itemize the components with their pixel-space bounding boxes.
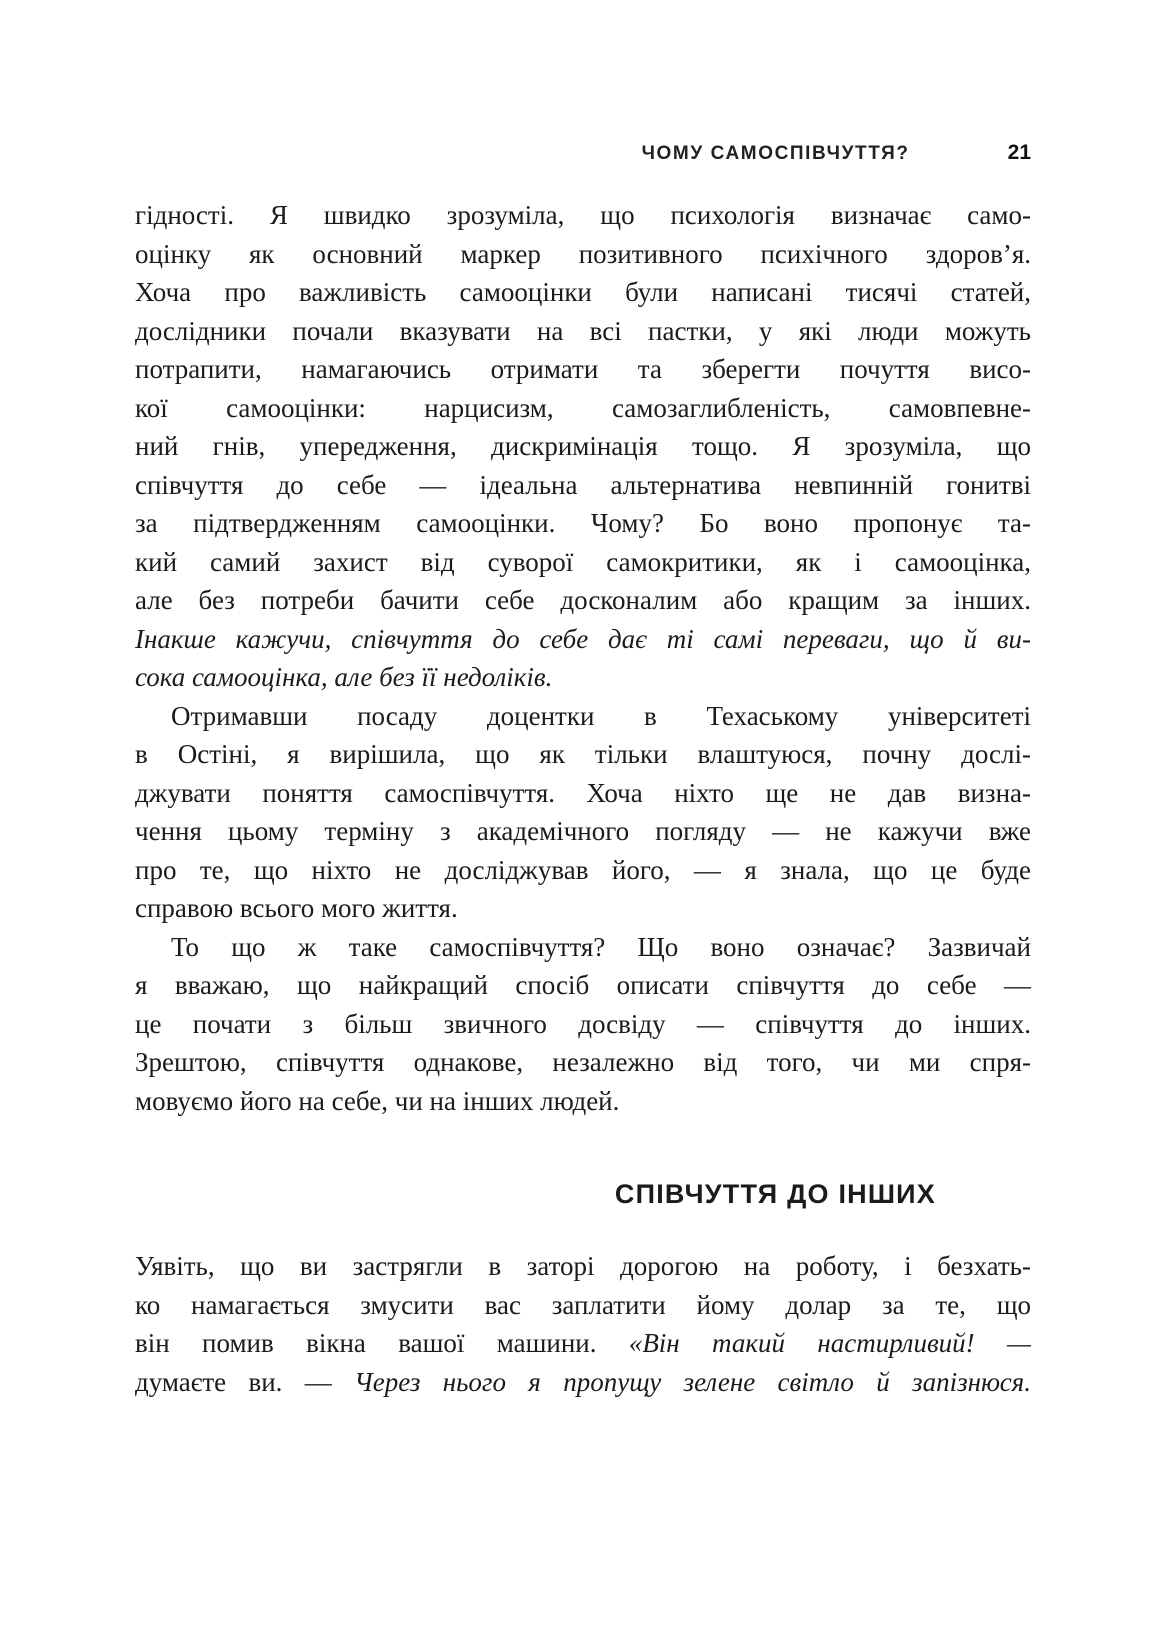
text-line — [135, 389, 1031, 428]
text-run: ний гнів, упередження, дискримінація тощо. Я зрозуміла, що — [135, 431, 1031, 461]
italic-text-run: Інакше кажучи, співчуття до себе дає ті самі переваги, що й ви- — [135, 623, 1031, 654]
text-line — [135, 235, 1031, 274]
text-line — [135, 774, 1031, 813]
text-line — [135, 735, 1031, 774]
text-run: Уявіть, що ви застрягли в заторі дорогою на роботу, і безхать- — [135, 1251, 1031, 1281]
running-title: ЧОМУ САМОСПІВЧУТТЯ? — [641, 143, 910, 164]
text-line — [135, 466, 1031, 505]
text-run: оцінку як основний маркер позитивного психічного здоров’я. — [135, 238, 1031, 269]
text-line — [135, 581, 1031, 620]
text-run: джувати поняття самоспівчуття. Хоча ніхто ще не дав визна- — [135, 777, 1031, 808]
text-line — [135, 427, 1031, 466]
text-run: чення цьому терміну з академічного погляду — не кажучи вже — [135, 816, 1031, 846]
text-run: гідності. Я швидко зрозуміла, що психологія визначає само- — [135, 200, 1031, 230]
text-line — [135, 1286, 1031, 1325]
text-run: ко намагається змусити вас заплатити йому долар за те, що — [135, 1289, 1031, 1320]
text-line — [135, 889, 1031, 928]
text-line — [135, 697, 1031, 736]
text-line — [135, 1043, 1031, 1082]
paragraph — [135, 196, 1031, 697]
page-number: 21 — [1007, 141, 1031, 164]
text-line — [135, 1082, 1031, 1121]
text-run: То що ж таке самоспівчуття? Що воно означає? Зазвичай — [171, 931, 1031, 962]
text-run: кий самий захист від суворої самокритики, як і самооцінка, — [135, 546, 1031, 577]
text-run: це почати з більш звичного досвіду — співчуття до інших. — [135, 1008, 1031, 1039]
text-line — [135, 196, 1031, 235]
text-line — [135, 312, 1031, 351]
text-line — [135, 543, 1031, 582]
page-body — [135, 196, 1031, 1401]
text-line — [135, 851, 1031, 890]
paragraph — [135, 928, 1031, 1121]
text-run: я вважаю, що найкращий спосіб описати співчуття до себе — — [135, 970, 1031, 1000]
body-section-bottom — [135, 1247, 1031, 1401]
text-line — [135, 928, 1031, 967]
text-line — [135, 812, 1031, 851]
text-run: в Остіні, я вирішила, що як тільки влаштуюся, почну дослі- — [135, 739, 1031, 769]
text-run: кої самооцінки: нарцисизм, самозаглибленість, самовпевне- — [135, 392, 1031, 423]
text-run: він помив вікна вашої машини. — [135, 1328, 629, 1358]
running-header — [135, 141, 1031, 165]
text-line — [135, 658, 1031, 697]
text-line — [135, 1247, 1031, 1286]
text-run: Хоча про важливість самооцінки були написані тисячі статей, — [135, 277, 1031, 307]
text-line — [135, 1363, 1031, 1402]
text-line — [135, 350, 1031, 389]
italic-text-run: сока самооцінка, але без її недоліків. — [135, 662, 553, 692]
text-run: справою всього мого життя. — [135, 893, 458, 923]
paragraph — [135, 1247, 1031, 1401]
text-line — [135, 1005, 1031, 1044]
italic-text-run: «Він такий настирливий! — — [628, 1328, 1031, 1358]
text-run: але без потреби бачити себе досконалим або кращим за інших. — [135, 585, 1031, 615]
italic-text-run: Через нього я пропущу зелене світло й запізнюся. — [354, 1366, 1031, 1397]
text-run: Зрештою, співчуття однакове, незалежно від того, чи ми спря- — [135, 1047, 1031, 1077]
text-run: потрапити, намагаючись отримати та зберегти почуття висо- — [135, 354, 1031, 384]
text-run: дослідники почали вказувати на всі пастки, у які люди можуть — [135, 315, 1031, 346]
text-line — [135, 273, 1031, 312]
paragraph — [135, 697, 1031, 928]
text-line — [135, 504, 1031, 543]
text-run: Отримавши посаду доцентки в Техаському університеті — [171, 700, 1031, 731]
body-section-top — [135, 196, 1031, 1120]
text-run: думаєте ви. — — [135, 1366, 355, 1397]
section-heading: СПІВЧУТТЯ ДО ІНШИХ — [614, 1179, 936, 1209]
text-run: мовуємо його на себе, чи на інших людей. — [135, 1085, 620, 1116]
text-run: за підтвердженням самооцінки. Чому? Бо воно пропонує та- — [135, 508, 1031, 538]
text-line — [135, 620, 1031, 659]
text-run: про те, що ніхто не досліджував його, — я знала, що це буде — [135, 854, 1031, 885]
text-run: співчуття до себе — ідеальна альтернатива невпинній гонитві — [135, 469, 1031, 500]
text-line — [135, 1324, 1031, 1363]
text-line — [135, 966, 1031, 1005]
